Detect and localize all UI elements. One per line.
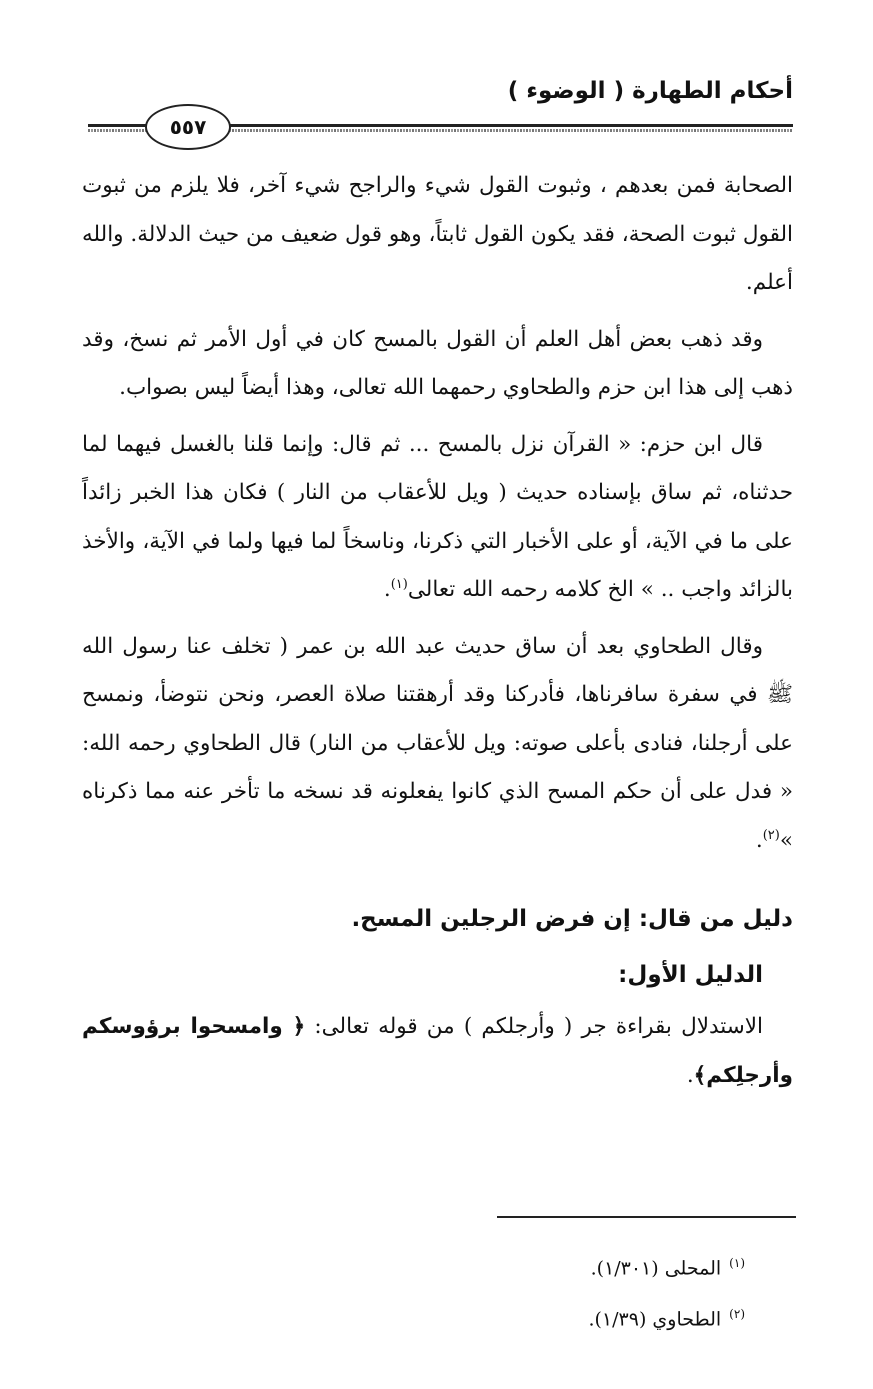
section-heading: دليل من قال: إن فرض الرجلين المسح. [351,906,793,932]
footnotes [588,1240,745,1343]
paragraph-4: وقال الطحاوي بعد أن ساق حديث عبد الله بن عمر ( تخلف عنا رسول الله ﷺ في سفرة سافرناها، فأدركنا وقد أرهقتنا صلاة العصر، ونحن نتوضأ، ونمسح على أرجلنا، فنادى بأعلى صوته: ويل للأعقاب من النار) قال الطحاوي رحمه الله: « فدل على أن حكم المسح الذي كانوا يفعلونه قد نسخه ما تأخر عنه مما ذكرناه »$^{(٢)}$. [82,633,793,853]
footnote-ref-2: (٢) [762,827,780,843]
footnote-1 [588,1240,745,1291]
footnote-separator [497,1216,796,1218]
footnote-2-text: الطحاوي (١/٣٩). [588,1308,722,1331]
paragraph-3: قال ابن حزم: « القرآن نزل بالمسح ... ثم قال: وإنما قلنا بالغسل فيهما لما حدثناه، ثم ساق بإسناده حديث ( ويل للأعقاب من النار ) فكان هذا الخبر زائداً على ما في الآية، أو على الأخبار التي ذكرنا، وناسخاً لما فيها ولما في الآية، والأخذ بالزائد واجب .. » الخ كلامه رحمه الله تعالى$^{(١)}$. [82,431,793,602]
footnote-2 [588,1291,745,1342]
paragraph-4-text: وقال الطحاوي بعد أن ساق حديث عبد الله بن عمر ( تخلف عنا رسول الله ﷺ في سفرة سافرناها، فأدركنا وقد أرهقتنا صلاة العصر، ونحن نتوضأ، ونمسح على أرجلنا، فنادى بأعلى صوته: ويل للأعقاب من النار) قال الطحاوي رحمه الله: « فدل على أن حكم المسح الذي كانوا يفعلونه قد نسخه ما تأخر عنه مما ذكرناه » [82,633,793,853]
page-body [82,162,793,1100]
paragraph-1: الصحابة فمن بعدهم ، وثبوت القول شيء والراجح شيء آخر، فلا يلزم من ثبوت القول ثبوت الصحة، فقد يكون القول ثابتاً، وهو قول ضعيف من حيث الدلالة. والله أعلم. [82,173,793,295]
footnote-1-text: المحلى (١/٣٠١). [590,1257,722,1280]
running-header-title: أحكام الطهارة ( الوضوء ) [507,78,793,104]
verse-end: . [686,1062,694,1088]
footnote-2-mark: (٢) [729,1307,745,1322]
page-number: ٥٥٧ [145,104,231,150]
subsection-heading: الدليل الأول: [618,962,763,988]
footnote-1-mark: (١) [729,1256,745,1270]
paragraph-2: وقد ذهب بعض أهل العلم أن القول بالمسح كان في أول الأمر ثم نسخ، وقد ذهب إلى هذا ابن حزم والطحاوي رحمهما الله تعالى، وهذا أيضاً ليس بصواب. [82,326,793,400]
verse-intro: الاستدلال بقراءة جر ( وأرجلكم ) من قوله تعالى: [305,1014,763,1039]
quran-verse: ﴿ وامسحوا برؤوسكم وأرجلِكم﴾ [82,1014,793,1088]
footnote-ref-1: (١) [390,576,408,592]
verse-paragraph [82,1003,793,1100]
paragraph-3-text: قال ابن حزم: « القرآن نزل بالمسح ... ثم قال: وإنما قلنا بالغسل فيهما لما حدثناه، ثم ساق بإسناده حديث ( ويل للأعقاب من النار ) فكان هذا الخبر زائداً على ما في الآية، أو على الأخبار التي ذكرنا، وناسخاً لما فيها ولما في الآية، والأخذ بالزائد واجب .. » الخ كلامه رحمه الله تعالى [82,431,793,602]
